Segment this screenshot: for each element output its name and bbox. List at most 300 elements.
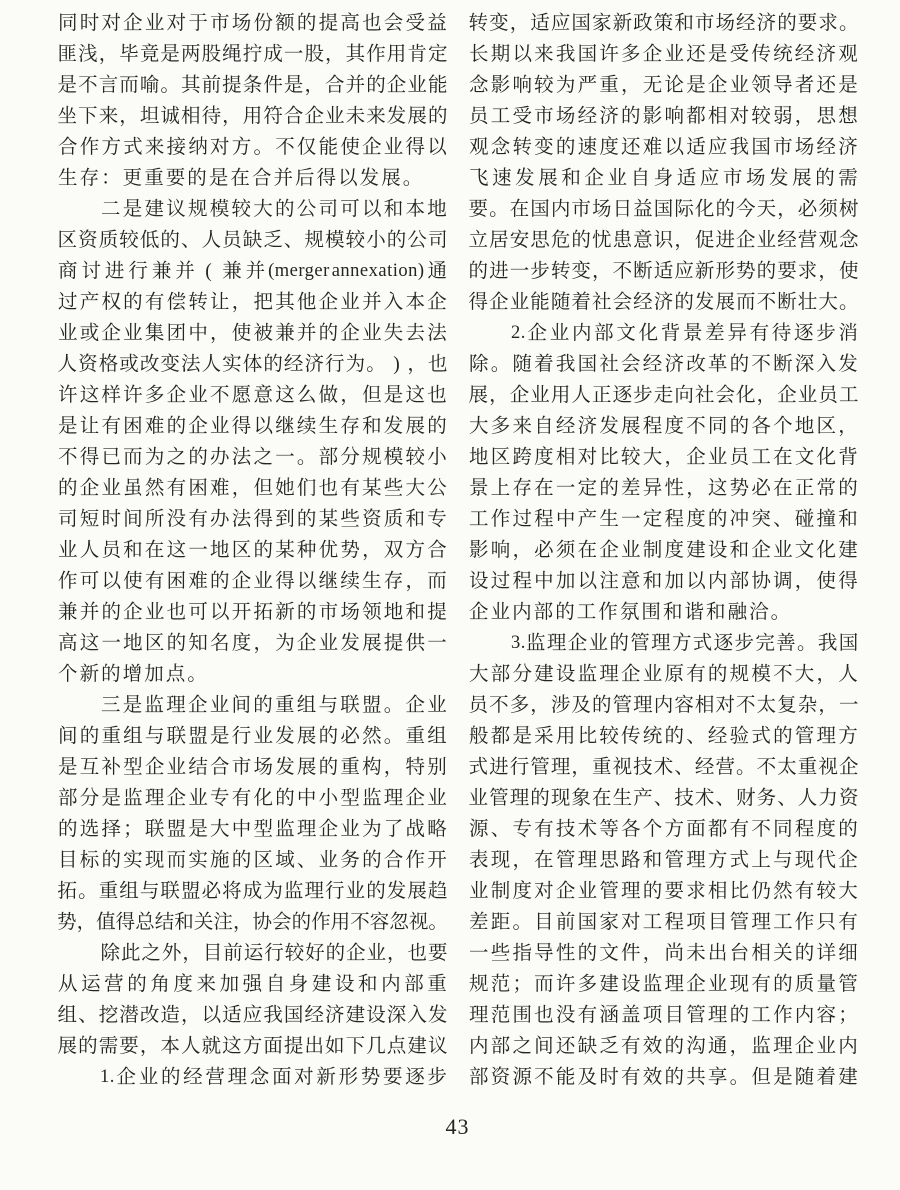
char-token: 促 (694, 229, 715, 251)
char-token: 在 (534, 477, 554, 499)
char-token: 等 (599, 818, 619, 840)
char-token: 视 (408, 911, 429, 933)
char-token: 国 (530, 198, 550, 220)
char-token: 展 (792, 167, 812, 189)
char-token: 同 (707, 415, 728, 437)
char-token: 议 (166, 198, 186, 220)
char-token: 响 (490, 539, 511, 561)
char-token: 重 (275, 694, 295, 716)
char-token: 联 (340, 694, 360, 716)
char-token: 逐 (713, 632, 734, 654)
char-token: 之 (141, 942, 161, 964)
char-token: 也 (318, 477, 339, 499)
char-token: 和 (838, 508, 858, 530)
text-line (57, 845, 448, 876)
char-token: 内 (571, 322, 592, 344)
char-token: 并 (79, 601, 100, 623)
char-token: 定 (642, 508, 663, 530)
char-token: 资 (78, 353, 98, 375)
char-token: 和 (642, 849, 663, 871)
char-token: 要 (664, 880, 684, 902)
char-token: 部 (594, 322, 614, 344)
char-token: 实 (222, 353, 242, 375)
char-token: 较 (621, 446, 641, 468)
char-token: 业 (58, 539, 78, 561)
char-token: 调 (773, 570, 793, 592)
char-token: 以 (362, 198, 382, 220)
char-token: 继 (318, 570, 339, 592)
char-token: 不 (612, 260, 633, 282)
char-token: 撞 (816, 508, 837, 530)
char-token: 各 (621, 818, 641, 840)
text-line (468, 504, 859, 535)
char-token: 自 (265, 973, 286, 995)
char-token: 济 (599, 105, 619, 127)
char-token: 。 (253, 136, 273, 158)
char-token: 相 (555, 446, 576, 468)
char-token: 也 (534, 1004, 554, 1026)
char-token: 工 (576, 601, 597, 623)
char-token: 在 (577, 539, 598, 561)
char-token: 着 (816, 1066, 837, 1088)
char-token: 偿 (166, 291, 187, 313)
char-token: 方 (707, 849, 728, 871)
char-token: ， (231, 477, 252, 499)
char-token: 盟 (181, 880, 201, 902)
char-token: 小 (366, 229, 386, 251)
text-line (468, 628, 859, 659)
char-token: ， (407, 353, 427, 375)
char-token: 以 (253, 415, 273, 437)
char-token: 益 (427, 12, 447, 34)
char-token: 分 (512, 663, 532, 685)
char-token: 营 (715, 756, 735, 778)
char-token: 效 (642, 1066, 663, 1088)
char-token: 企 (599, 539, 619, 561)
char-token: 式 (468, 756, 489, 778)
char-token: 为 (362, 818, 382, 840)
char-token: 理 (509, 787, 530, 809)
char-token: 专 (512, 818, 532, 840)
char-token: ) (393, 353, 400, 375)
char-token: 力 (818, 787, 838, 809)
char-token: 中 (188, 322, 208, 344)
char-token: 业 (816, 1035, 837, 1057)
text-line (57, 876, 448, 907)
char-token: 度 (686, 508, 706, 530)
char-token: 严 (577, 74, 598, 96)
char-token: 业 (607, 167, 627, 189)
char-token: 国 (653, 198, 674, 220)
char-token: 模 (209, 198, 230, 220)
char-token: 国 (571, 12, 591, 34)
char-token: 不 (350, 911, 370, 933)
char-token: 发 (386, 105, 407, 127)
char-token: 较 (405, 446, 426, 468)
char-token: 济 (756, 12, 777, 34)
char-token: 业 (345, 880, 366, 902)
char-token: 表 (469, 849, 489, 871)
char-token: 市 (694, 12, 715, 34)
char-token: 随 (550, 291, 571, 313)
char-token: 逐 (405, 1066, 425, 1088)
char-token: 须 (818, 198, 838, 220)
char-token: 并 (296, 322, 317, 344)
text-column-right (468, 8, 859, 1093)
char-token: 场 (715, 12, 735, 34)
char-token: 能 (427, 74, 448, 96)
char-token: 法 (231, 508, 252, 530)
char-token: 国 (838, 632, 859, 654)
char-token: 适 (676, 167, 697, 189)
text-line (57, 1062, 448, 1093)
char-token: 树 (838, 198, 859, 220)
char-token: 我 (555, 43, 576, 65)
char-token: 患 (612, 229, 633, 251)
char-token: 困 (188, 477, 208, 499)
char-token: 被 (253, 322, 273, 344)
char-token: ， (304, 74, 324, 96)
char-token: 外 (161, 942, 182, 964)
char-token: 理 (751, 911, 771, 933)
char-token: 化 (736, 384, 756, 406)
char-token: 择 (101, 818, 121, 840)
char-token: 的 (231, 849, 252, 871)
char-token: 业 (621, 539, 641, 561)
char-token: ， (405, 570, 426, 592)
char-token: 造 (160, 1004, 180, 1026)
char-token: 必 (340, 725, 360, 747)
char-token: 的 (756, 260, 777, 282)
char-token: 监 (275, 818, 295, 840)
char-token: ， (686, 477, 706, 499)
text-line (468, 1031, 859, 1062)
char-token: 展 (538, 167, 558, 189)
char-token: 制 (490, 880, 511, 902)
char-token: ( (205, 260, 212, 282)
char-token: 、 (181, 229, 201, 251)
char-token: 受 (405, 12, 426, 34)
char-token: 项 (686, 911, 706, 933)
char-token: ， (592, 260, 612, 282)
char-token: ， (489, 384, 509, 406)
char-token: 分 (79, 787, 100, 809)
char-token: 监 (751, 1035, 771, 1057)
char-token: 协 (751, 570, 771, 592)
char-token: 多 (509, 694, 530, 716)
char-token: 术 (694, 787, 715, 809)
char-token: 这 (166, 539, 187, 561)
char-token: 务 (756, 787, 777, 809)
char-token: 存 (79, 167, 100, 189)
char-token: 优 (318, 539, 339, 561)
char-token: 还 (686, 43, 706, 65)
char-token: 也 (362, 12, 382, 34)
char-token: 喻 (139, 74, 160, 96)
char-token: 企 (318, 818, 339, 840)
char-token: 技 (633, 756, 653, 778)
char-token: 传 (751, 43, 771, 65)
char-token: 工 (642, 911, 663, 933)
char-token: 传 (621, 725, 641, 747)
char-token: 以 (296, 570, 317, 592)
char-token: 企 (838, 756, 859, 778)
char-token: 内 (381, 973, 401, 995)
char-token: 程 (664, 911, 684, 933)
char-token: 产 (79, 291, 100, 313)
text-line (57, 380, 448, 411)
char-token: 的 (160, 229, 180, 251)
char-token: 使 (231, 322, 252, 344)
char-token: 未 (686, 942, 706, 964)
char-token: 业 (209, 694, 230, 716)
char-token: 与 (773, 849, 793, 871)
char-token: ， (181, 1004, 201, 1026)
char-token: 领 (362, 601, 382, 623)
char-token: 较 (599, 725, 619, 747)
char-token: 国 (577, 43, 598, 65)
char-token: 种 (296, 539, 317, 561)
char-token: 虽 (123, 477, 143, 499)
char-token: 的 (729, 1004, 750, 1026)
text-line (57, 225, 448, 256)
char-token: 的 (707, 508, 728, 530)
char-token: 步 (427, 1066, 447, 1088)
char-token: 进 (104, 260, 125, 282)
char-token: 企 (469, 601, 489, 623)
text-line (468, 690, 859, 721)
char-token: 社 (592, 291, 612, 313)
char-token: 有 (101, 415, 121, 437)
char-token: 新 (275, 601, 295, 623)
char-token: 提 (318, 12, 339, 34)
char-token: 理 (651, 632, 671, 654)
char-token: 提 (427, 601, 447, 623)
char-token: 一 (427, 632, 447, 654)
char-token: 监 (283, 880, 304, 902)
char-token: 地 (469, 446, 489, 468)
char-token: 的 (291, 911, 312, 933)
char-token: 业 (468, 787, 489, 809)
char-token: ， (838, 415, 858, 437)
char-token: 到 (275, 508, 295, 530)
char-token: 或 (79, 322, 100, 344)
char-token: 济 (653, 291, 674, 313)
char-token: 专 (210, 787, 230, 809)
char-token: 时 (79, 12, 100, 34)
char-token: 忽 (389, 911, 409, 933)
char-token: 。 (736, 756, 756, 778)
char-token: 术 (577, 818, 598, 840)
char-token: 目 (664, 1004, 684, 1026)
text-line (57, 163, 448, 194)
char-token: 碰 (794, 508, 815, 530)
char-token: 场 (794, 136, 815, 158)
char-token: 面 (263, 1035, 283, 1057)
char-token: 过 (58, 291, 78, 313)
char-token: 谐 (684, 601, 704, 623)
text-column-left (57, 8, 448, 1093)
char-token: 路 (621, 849, 641, 871)
text-line (57, 1000, 448, 1031)
char-token: 来 (366, 105, 386, 127)
char-token: 管 (530, 756, 550, 778)
latin-token: annexation) (331, 261, 425, 282)
char-token: 结 (154, 911, 175, 933)
char-token: 自 (534, 415, 554, 437)
char-token: 组 (123, 725, 143, 747)
char-token: 一 (188, 539, 208, 561)
char-token: 人 (57, 353, 78, 375)
char-token: 趋 (427, 880, 448, 902)
text-line (57, 349, 448, 380)
char-token: 产 (577, 508, 598, 530)
char-token: 后 (295, 167, 315, 189)
char-token: 这 (707, 477, 728, 499)
char-token: 合 (383, 849, 404, 871)
char-token: 统 (773, 43, 793, 65)
char-token: 一 (621, 508, 641, 530)
char-token: 场 (745, 167, 766, 189)
char-token: 但 (253, 477, 273, 499)
char-token: 场 (231, 12, 252, 34)
char-token: 人 (838, 663, 858, 685)
char-token: 家 (592, 12, 612, 34)
char-token: 大 (642, 446, 663, 468)
char-token: 为 (555, 74, 576, 96)
char-token: 以 (664, 136, 684, 158)
char-token: 一 (555, 477, 576, 499)
char-token: 管 (794, 725, 815, 747)
char-token: 以 (512, 43, 532, 65)
char-token: ， (756, 384, 777, 406)
char-token: 业 (340, 291, 360, 313)
char-token: 不 (534, 1066, 554, 1088)
latin-token: 2. (511, 323, 526, 344)
char-token: 企 (340, 322, 360, 344)
char-token: 企 (123, 12, 143, 34)
char-token: 逐 (612, 384, 633, 406)
char-token: 市 (534, 105, 554, 127)
char-token: 的 (296, 12, 317, 34)
char-token: 愿 (231, 384, 252, 406)
char-token: 异 (642, 477, 663, 499)
char-token: 现 (729, 973, 750, 995)
text-line (57, 39, 448, 70)
char-token: 司 (318, 198, 339, 220)
char-token: 差 (469, 911, 489, 933)
char-token: 监 (362, 787, 382, 809)
char-token: 企 (386, 74, 407, 96)
char-token: 份 (253, 12, 273, 34)
char-token: 沟 (686, 1035, 706, 1057)
char-token: 实 (188, 849, 208, 871)
char-token: 技 (555, 818, 576, 840)
text-line (57, 690, 448, 721)
char-token: 展 (362, 632, 382, 654)
char-token: 会 (621, 353, 641, 375)
char-token: 新 (316, 1066, 336, 1088)
char-token: 会 (715, 384, 735, 406)
char-token: 难 (642, 136, 663, 158)
text-line (57, 659, 448, 690)
text-line (468, 783, 859, 814)
char-token: 么 (296, 384, 317, 406)
char-token: 业 (490, 601, 511, 623)
char-token: 小 (427, 446, 447, 468)
char-token: 是 (160, 43, 180, 65)
char-token: 运 (81, 973, 101, 995)
char-token: 建 (534, 663, 554, 685)
char-token: 领 (751, 74, 771, 96)
char-token: 构 (362, 756, 382, 778)
char-token: 体 (242, 353, 263, 375)
char-token: 的 (386, 229, 407, 251)
char-token: 注 (213, 911, 233, 933)
char-token: 业 (588, 632, 609, 654)
char-token: 本 (405, 291, 426, 313)
char-token: 人 (79, 539, 100, 561)
char-token: 源 (469, 818, 489, 840)
char-token: 围 (512, 1004, 532, 1026)
char-token: 改 (686, 353, 706, 375)
char-token: 但 (362, 384, 382, 406)
char-token: 的 (838, 477, 858, 499)
char-token: 许 (123, 384, 143, 406)
char-token: 组 (119, 880, 139, 902)
char-token: 还 (555, 1035, 576, 1057)
char-token: 总 (135, 911, 155, 933)
char-token: 经 (283, 353, 304, 375)
char-token: 营 (205, 1066, 225, 1088)
text-line (57, 783, 448, 814)
char-token: 围 (641, 601, 661, 623)
char-token: ； (512, 973, 532, 995)
char-token: 更 (122, 167, 143, 189)
char-token: 应 (707, 136, 728, 158)
char-token: 合 (58, 136, 78, 158)
char-token: 业 (138, 1066, 159, 1088)
char-token: ， (512, 849, 532, 871)
char-token: 自 (630, 167, 651, 189)
char-token: 术 (653, 756, 674, 778)
char-token: 政 (633, 12, 653, 34)
char-token: 特 (405, 756, 426, 778)
char-token: 不 (58, 446, 78, 468)
char-token: 涵 (599, 1004, 619, 1026)
char-token: 提 (222, 74, 242, 96)
char-token: 身 (288, 973, 309, 995)
char-token: 内 (838, 1035, 858, 1057)
char-token: 企 (794, 1035, 815, 1057)
char-token: ， (182, 942, 202, 964)
char-token: 得 (231, 415, 252, 437)
char-token: 业 (144, 601, 165, 623)
char-token: 集 (144, 322, 165, 344)
char-token: 的 (253, 694, 273, 716)
char-token: 为 (275, 632, 295, 654)
char-token: 为 (144, 446, 165, 468)
char-token: 用 (242, 105, 263, 127)
char-token: 身 (653, 167, 674, 189)
char-token: 地 (794, 415, 815, 437)
char-token: 。 (366, 353, 386, 375)
char-token: 理 (304, 880, 324, 902)
char-token: 响 (512, 74, 532, 96)
char-token: 比 (577, 725, 598, 747)
char-token: 业 (773, 539, 793, 561)
char-token: 在 (773, 477, 793, 499)
